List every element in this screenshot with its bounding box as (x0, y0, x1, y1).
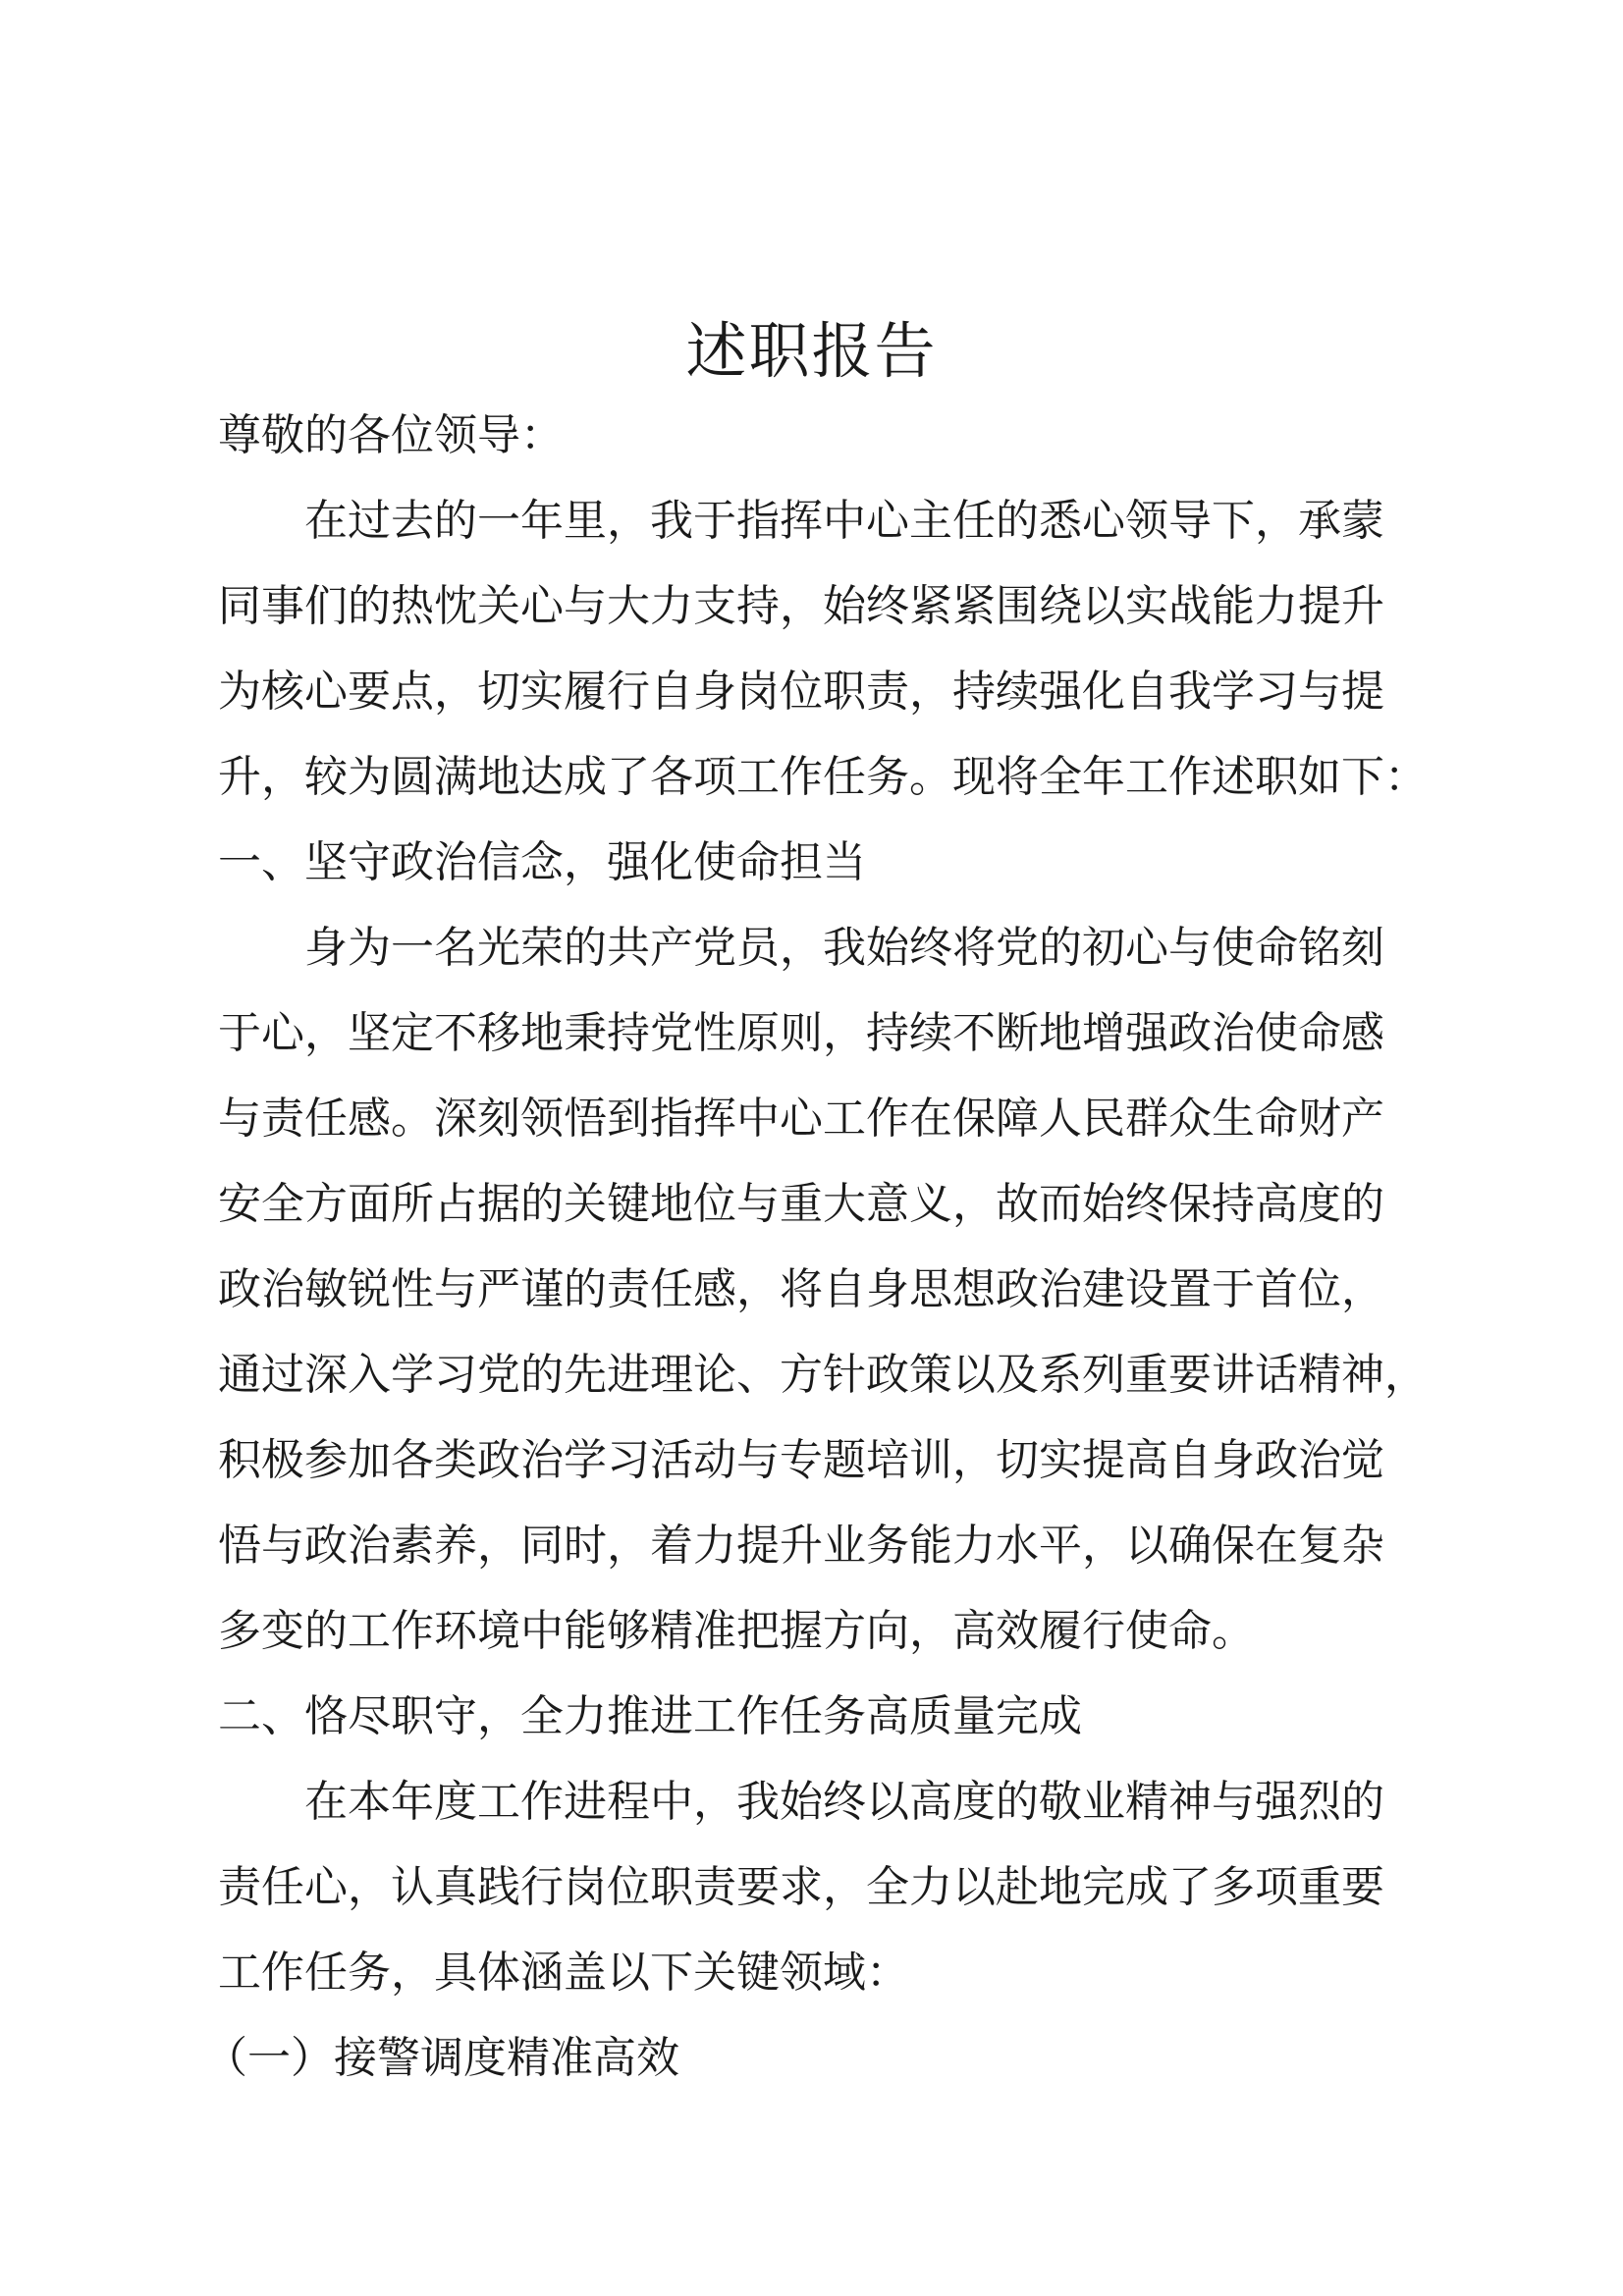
document-body (204, 393, 1435, 2101)
paragraph-line: 于心，坚定不移地秉持党性原则，持续不断地增强政治使命感 (218, 1008, 1384, 1058)
paragraph-line: 同事们的热忱关心与大力支持，始终紧紧围绕以实战能力提升 (218, 581, 1384, 631)
paragraph-line: 政治敏锐性与严谨的责任感，将自身思想政治建设置于首位， (218, 1264, 1384, 1314)
paragraph-line: 悟与政治素养，同时，着力提升业务能力水平，以确保在复杂 (218, 1521, 1384, 1571)
subsection-heading: （一）接警调度精准高效 (204, 2033, 679, 2083)
paragraph-line: 在过去的一年里，我于指挥中心主任的悉心领导下，承蒙 (304, 496, 1384, 546)
salutation: 尊敬的各位领导： (218, 410, 564, 460)
document-title: 述职报告 (685, 315, 938, 387)
paragraph-line: 多变的工作环境中能够精准把握方向，高效履行使命。 (218, 1606, 1255, 1656)
paragraph-line: 身为一名光荣的共产党员，我始终将党的初心与使命铭刻 (304, 923, 1384, 973)
paragraph-line: 工作任务，具体涵盖以下关键领域： (218, 1948, 909, 1998)
paragraph-line: 与责任感。深刻领悟到指挥中心工作在保障人民群众生命财产 (218, 1094, 1384, 1144)
paragraph-line: 责任心，认真践行岗位职责要求，全力以赴地完成了多项重要 (218, 1862, 1384, 1912)
section-heading: 二、恪尽职守，全力推进工作任务高质量完成 (218, 1691, 1082, 1741)
paragraph-line: 通过深入学习党的先进理论、方针政策以及系列重要讲话精神， (218, 1350, 1428, 1400)
section-heading: 一、坚守政治信念，强化使命担当 (218, 837, 866, 887)
paragraph-line: 安全方面所占据的关键地位与重大意义，故而始终保持高度的 (218, 1179, 1384, 1229)
paragraph-line: 积极参加各类政治学习活动与专题培训，切实提高自身政治觉 (218, 1435, 1384, 1485)
paragraph-line: 在本年度工作进程中，我始终以高度的敬业精神与强烈的 (304, 1777, 1384, 1827)
paragraph-line: 升，较为圆满地达成了各项工作任务。现将全年工作述职如下： (218, 752, 1428, 802)
paragraph-line: 为核心要点，切实履行自身岗位职责，持续强化自我学习与提 (218, 667, 1384, 717)
